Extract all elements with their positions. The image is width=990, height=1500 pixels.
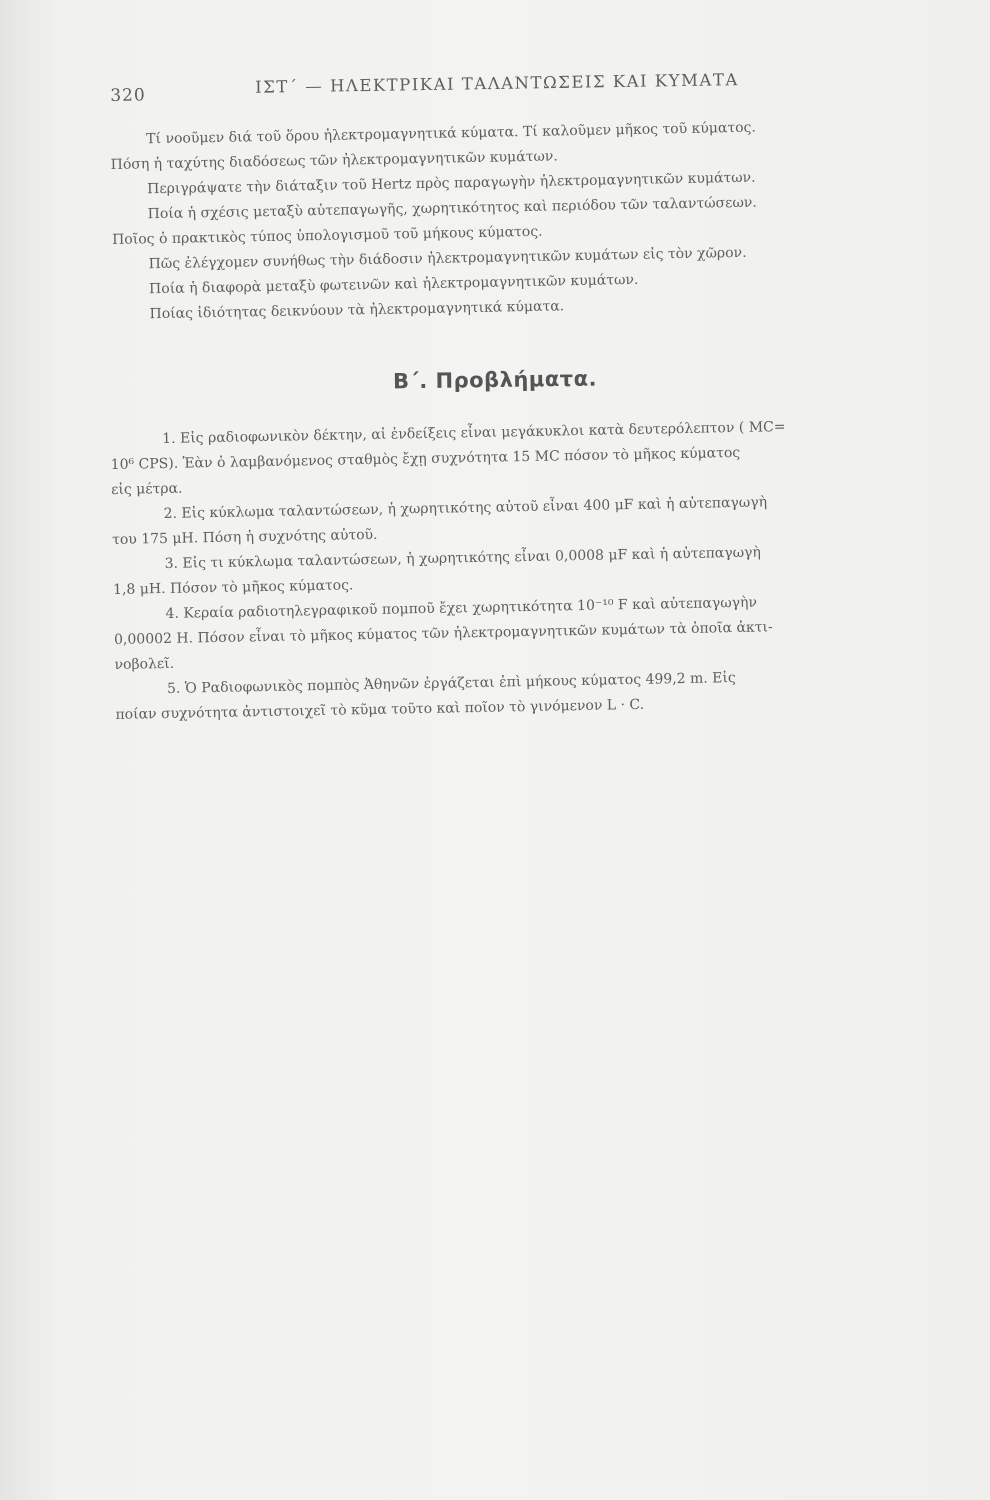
question-line: Ποῖος ὁ πρακτικὸς τύπος ὑπολογισμοῦ τοῦ μήκους κύματος. — [111, 223, 543, 248]
problem-line: του 175 μH. Πόση ἡ συχνότης αὐτοῦ. — [111, 526, 378, 548]
problem-line: 1,8 μH. Πόσον τὸ μῆκος κύματος. — [112, 577, 354, 598]
problem-line: 5. Ὁ Ραδιοφωνικὸς πομπὸς Ἀθηνῶν ἐργάζεται ἐπὶ μήκους κύματος 499,2 m. Εἰς — [166, 670, 736, 697]
question-line: Ποίας ἰδιότητας δεικνύουν τὰ ἠλεκτρομαγνητικά κύματα. — [149, 298, 565, 323]
review-questions — [110, 113, 894, 328]
problems-list — [110, 413, 916, 728]
question-line: Ποία ἡ διαφορὰ μεταξὺ φωτεινῶν καὶ ἠλεκτρομαγνητικῶν κυμάτων. — [148, 271, 639, 298]
question-line: Πῶς ἐλέγχομεν συνήθως τὴν διάδοσιν ἠλεκτρομαγνητικῶν κυμάτων εἰς τὸν χῶρον. — [148, 244, 747, 273]
question-line: Περιγράψατε τὴν διάταξιν τοῦ Hertz πρὸς παραγωγὴν ἠλεκτρομαγνητικῶν κυμάτων. — [147, 169, 756, 198]
page-number: 320 — [110, 85, 146, 106]
running-head: ΙΣΤ΄ — ΗΛΕΚΤΡΙΚΑΙ ΤΑΛΑΝΤΩΣΕΙΣ ΚΑΙ ΚΥΜΑΤΑ — [254, 70, 739, 97]
problem-line: 3. Εἰς τι κύκλωμα ταλαντώσεων, ἡ χωρητικότης εἶναι 0,0008 μF καὶ ἡ αὐτεπαγωγὴ — [164, 544, 761, 572]
question-line: Ποία ἡ σχέσις μεταξὺ αὐτεπαγωγῆς, χωρητικότητος καὶ περιόδου τῶν ταλαντώσεων. — [147, 194, 757, 223]
problem-line: 1. Εἰς ραδιοφωνικὸν δέκτην, αἱ ἐνδείξεις εἶναι μεγάκυκλοι κατὰ δευτερόλεπτον ( MC= — [162, 419, 786, 447]
problem-line: ποίαν συχνότητα ἀντιστοιχεῖ τὸ κῦμα τοῦτο καὶ ποῖον τὸ γινόμενον L · C. — [115, 696, 645, 723]
problem-line: 2. Εἰς κύκλωμα ταλαντώσεων, ἡ χωρητικότης αὐτοῦ εἶναι 400 μF καὶ ἡ αὐτεπαγωγὴ — [163, 494, 768, 522]
problem-line: νοβολεῖ. — [114, 655, 175, 673]
problem-line: 4. Κεραία ραδιοτηλεγραφικοῦ πομποῦ ἔχει χωρητικότητα 10⁻¹⁰ F καὶ αὐτεπαγωγὴν — [165, 594, 758, 622]
problem-line: 10⁶ CPS). Ἐὰν ὁ λαμβανόμενος σταθμὸς ἔχῃ συχνότητα 15 MC πόσον τὸ μῆκος κύματος — [110, 444, 741, 473]
problem-line: εἰς μέτρα. — [111, 480, 183, 498]
question-line: Πόση ἡ ταχύτης διαδόσεως τῶν ἠλεκτρομαγνητικῶν κυμάτων. — [110, 148, 558, 173]
section-title: Β΄. Προβλήματα. — [392, 366, 598, 394]
page-header — [110, 69, 830, 110]
question-line: Τί νοοῦμεν διά τοῦ ὅρου ἠλεκτρομαγνητικά κύματα. Τί καλοῦμεν μῆκος τοῦ κύματος. — [146, 119, 757, 148]
problem-line: 0,00002 H. Πόσον εἶναι τὸ μῆκος κύματος τῶν ἠλεκτρομαγνητικῶν κυμάτων τὰ ὁποῖα ἀκτι- — [113, 619, 773, 648]
